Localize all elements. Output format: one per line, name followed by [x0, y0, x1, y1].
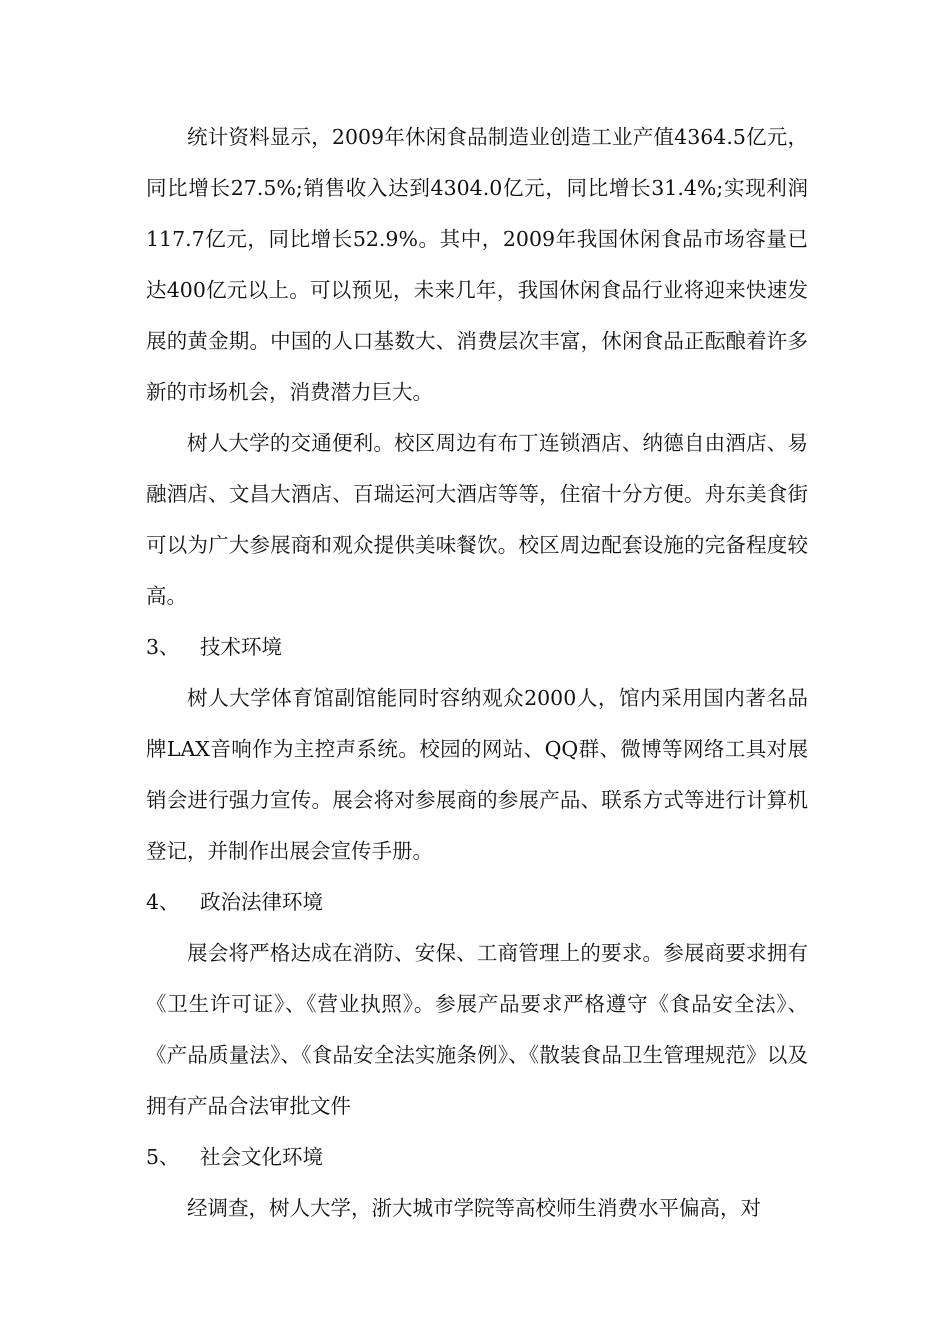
paragraph-politics-law-environment: 展会将严格达成在消防、安保、工商管理上的要求。参展商要求拥有《卫生许可证》、《营业执照》。参展产品要求严格遵守《食品安全法》、《产品质量法》、《食品安全法实施条例》、《散装食品卫生管理规范》以及拥有产品合法审批文件 [146, 941, 808, 1118]
section-title: 社会文化环境 [200, 1145, 323, 1169]
section-title: 技术环境 [200, 635, 282, 659]
paragraph-social-culture-environment: 经调查，树人大学，浙大城市学院等高校师生消费水平偏高，对 [187, 1196, 761, 1220]
section-number: 4、 [146, 890, 180, 914]
paragraph-technology-environment: 树人大学体育馆副馆能同时容纳观众2000人，馆内采用国内著名品牌LAX音响作为主控声系统。校园的网站、QQ群、微博等网络工具对展销会进行强力宣传。展会将对参展商的参展产品、联系方式等进行计算机登记，并制作出展会宣传手册。 [146, 686, 808, 863]
section-heading-politics-law [146, 877, 808, 928]
section-number: 3、 [146, 635, 180, 659]
section-heading-social-culture [146, 1132, 808, 1183]
paragraph-snack-industry-statistics: 统计资料显示，2009年休闲食品制造业创造工业产值4364.5亿元，同比增长27.5%;销售收入达到4304.0亿元，同比增长31.4%;实现利润117.7亿元，同比增长52.9%。其中，2009年我国休闲食品市场容量已达400亿元以上。可以预见，未来几年，我国休闲食品行业将迎来快速发展的黄金期。中国的人口基数大、消费层次丰富，休闲食品正酝酿着许多新的市场机会，消费潜力巨大。 [146, 125, 808, 404]
document-page [146, 112, 808, 1234]
section-title: 政治法律环境 [200, 890, 323, 914]
section-heading-technology [146, 622, 808, 673]
paragraph-campus-transport: 树人大学的交通便利。校区周边有布丁连锁酒店、纳德自由酒店、易融酒店、文昌大酒店、百瑞运河大酒店等等，住宿十分方便。舟东美食街可以为广大参展商和观众提供美味餐饮。校区周边配套设施的完备程度较高。 [146, 431, 808, 608]
section-number: 5、 [146, 1145, 180, 1169]
